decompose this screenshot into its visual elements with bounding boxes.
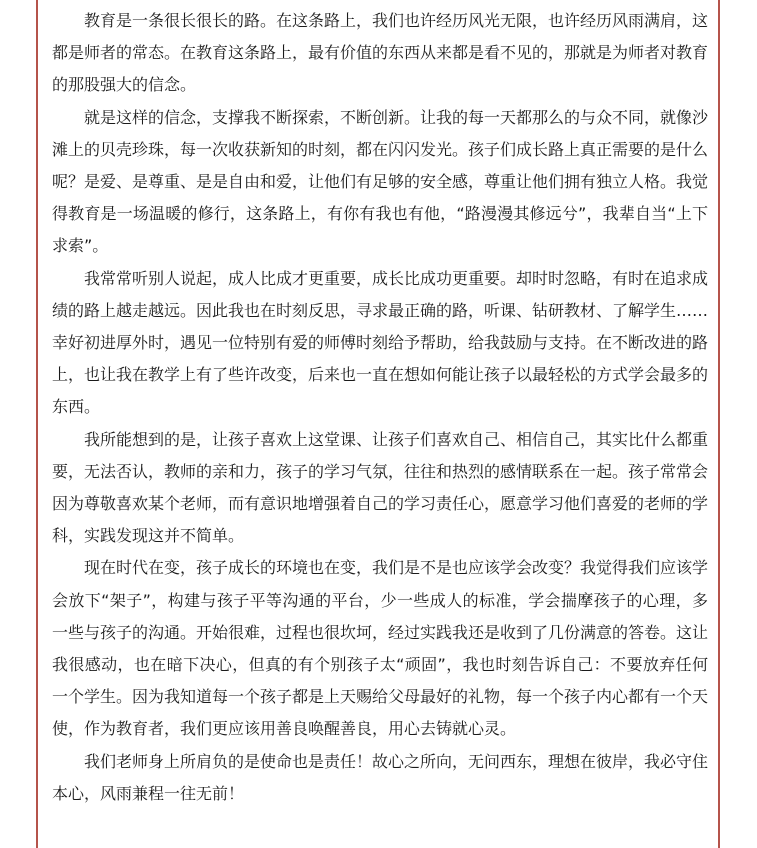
paragraph-1: 教育是一条很长很长的路。在这条路上，我们也许经历风光无限，也许经历风雨满肩，这都是师者的常态。在教育这条路上，最有价值的东西从来都是看不见的，那就是为师者对教育的那股强大的信念。 [52,11,709,95]
paragraph-5: 现在时代在变，孩子成长的环境也在变，我们是不是也应该学会改变？我觉得我们应该学会放下“架子”，构建与孩子平等沟通的平台，少一些成人的标准，学会揣摩孩子的心理，多一些与孩子的沟通。开始很难，过程也很坎坷，经过实践我还是收到了几份满意的答卷。这让我很感动，也在暗下决心，但真的有个别孩子太“顽固”，我也时刻告诉自己：不要放弃任何一个学生。因为我知道每一个孩子都是上天赐给父母最好的礼物，每一个孩子内心都有一个天使，作为教育者，我们更应该用善良唤醒善良，用心去铸就心灵。 [52,558,709,739]
paragraph-3: 我常常听别人说起，成人比成才更重要，成长比成功更重要。却时时忽略，有时在追求成绩的路上越走越远。因此我也在时刻反思，寻求最正确的路，听课、钻研教材、了解学生……幸好初进厚外时，遇见一位特别有爱的师傅时刻给予帮助，给我鼓励与支持。在不断改进的路上，也让我在教学上有了些许改变，后来也一直在想如何能让孩子以最轻松的方式学会最多的东西。 [52,268,709,417]
article-body [52,5,708,810]
paragraph-4: 我所能想到的是，让孩子喜欢上这堂课、让孩子们喜欢自己、相信自己，其实比什么都重要，无法否认，教师的亲和力，孩子的学习气氛，往往和热烈的感情联系在一起。孩子常常会因为尊敬喜欢某个老师，而有意识地增强着自己的学习责任心，愿意学习他们喜爱的老师的学科，实践发现这并不简单。 [52,429,709,546]
paragraph-6: 我们老师身上所肩负的是使命也是责任！故心之所向，无问西东，理想在彼岸，我必守住本心，风雨兼程一往无前！ [52,751,709,803]
paragraph-2: 就是这样的信念，支撑我不断探索，不断创新。让我的每一天都那么的与众不同，就像沙滩上的贝壳珍珠，每一次收获新知的时刻，都在闪闪发光。孩子们成长路上真正需要的是什么呢？是爱、是尊重、是是自由和爱，让他们有足够的安全感，尊重让他们拥有独立人格。我觉得教育是一场温暖的修行，这条路上，有你有我也有他，“路漫漫其修远兮”，我辈自当“上下求索”。 [52,107,709,256]
